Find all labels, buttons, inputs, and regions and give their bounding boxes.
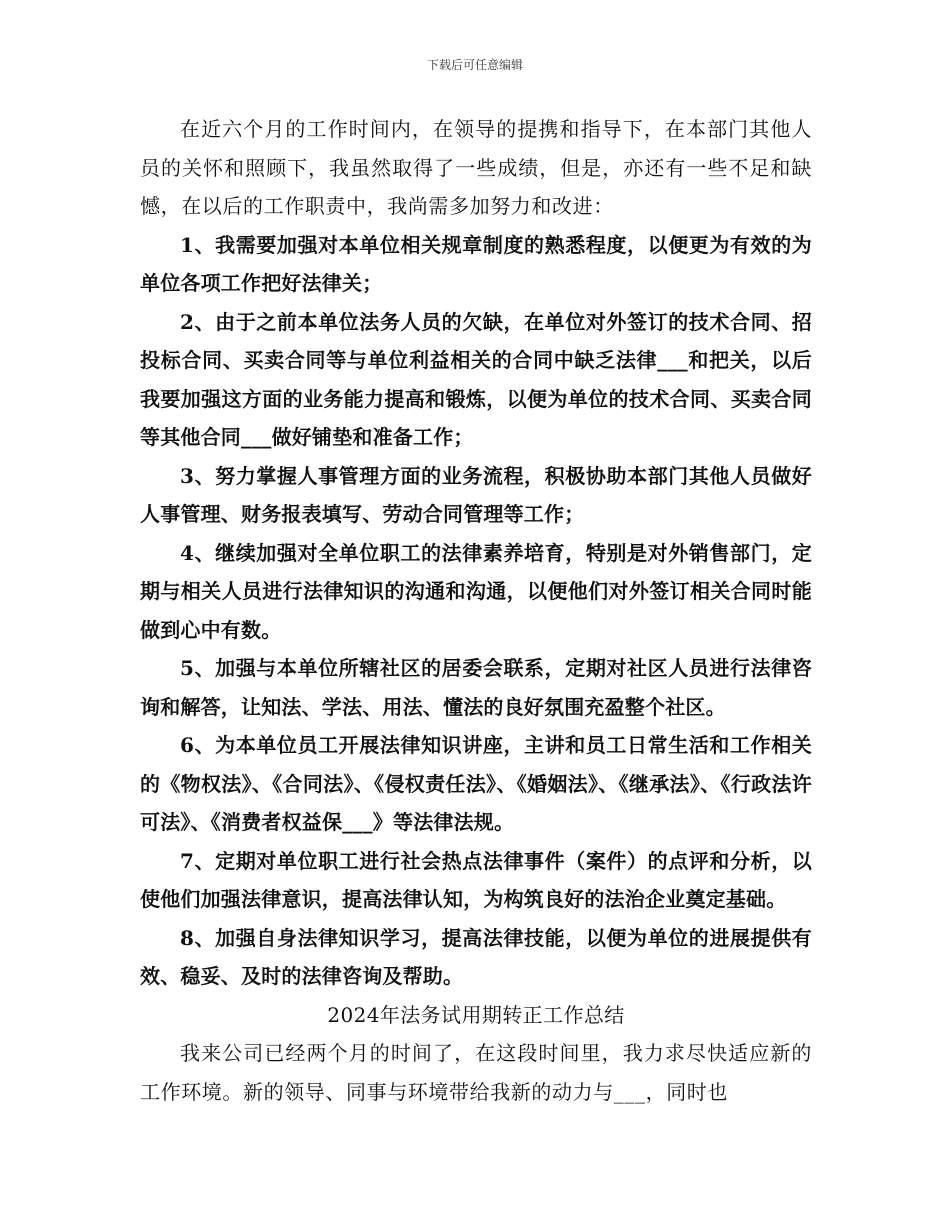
section-title: 2024年法务试用期转正工作总结 bbox=[327, 1002, 625, 1027]
list-item-1: 1、我需要加强对本单位相关规章制度的熟悉程度，以便更为有效的为单位各项工作把好法律关； bbox=[140, 232, 812, 295]
closing-paragraph: 我来公司已经两个月的时间了，在这段时间里，我力求尽快适应新的工作环境。新的领导、同事与环境带给我新的动力与___，同时也 bbox=[140, 1041, 812, 1104]
list-item-4: 4、继续加强对全单位职工的法律素养培育，特别是对外销售部门，定期与相关人员进行法律知识的沟通和沟通，以便他们对外签订相关合同时能做到心中有数。 bbox=[140, 540, 812, 642]
list-item-3: 3、努力掌握人事管理方面的业务流程，积极协助本部门其他人员做好人事管理、财务报表填写、劳动合同管理等工作； bbox=[140, 463, 812, 526]
list-item-6: 6、为本单位员工开展法律知识讲座，主讲和员工日常生活和工作相关的《物权法》、《合同法》、《侵权责任法》、《婚姻法》、《继承法》、《行政法许可法》、《消费者权益保___》等法律法规。 bbox=[140, 733, 812, 834]
list-item-5: 5、加强与本单位所辖社区的居委会联系，定期对社区人员进行法律咨询和解答，让知法、学法、用法、懂法的良好氛围充盈整个社区。 bbox=[140, 656, 812, 719]
list-item-2: 2、由于之前本单位法务人员的欠缺，在单位对外签订的技术合同、招投标合同、买卖合同等与单位利益相关的合同中缺乏法律___和把关，以后我要加强这方面的业务能力提高和锻炼，以便为单位的技术合同、买卖合同等其他合同___做好铺垫和准备工作； bbox=[140, 309, 812, 449]
intro-paragraph: 在近六个月的工作时间内，在领导的提携和指导下，在本部门其他人员的关怀和照顾下，我虽然取得了一些成绩，但是，亦还有一些不足和缺憾，在以后的工作职责中，我尚需多加努力和改进： bbox=[140, 117, 812, 218]
page-header: 下载后可任意编辑 bbox=[426, 58, 523, 72]
list-item-8: 8、加强自身法律知识学习，提高法律技能，以便为单位的进展提供有效、稳妥、及时的法律咨询及帮助。 bbox=[140, 925, 812, 988]
document-body bbox=[140, 110, 812, 1111]
list-item-7: 7、定期对单位职工进行社会热点法律事件（案件）的点评和分析，以使他们加强法律意识，提高法律认知，为构筑良好的法治企业奠定基础。 bbox=[140, 848, 812, 911]
